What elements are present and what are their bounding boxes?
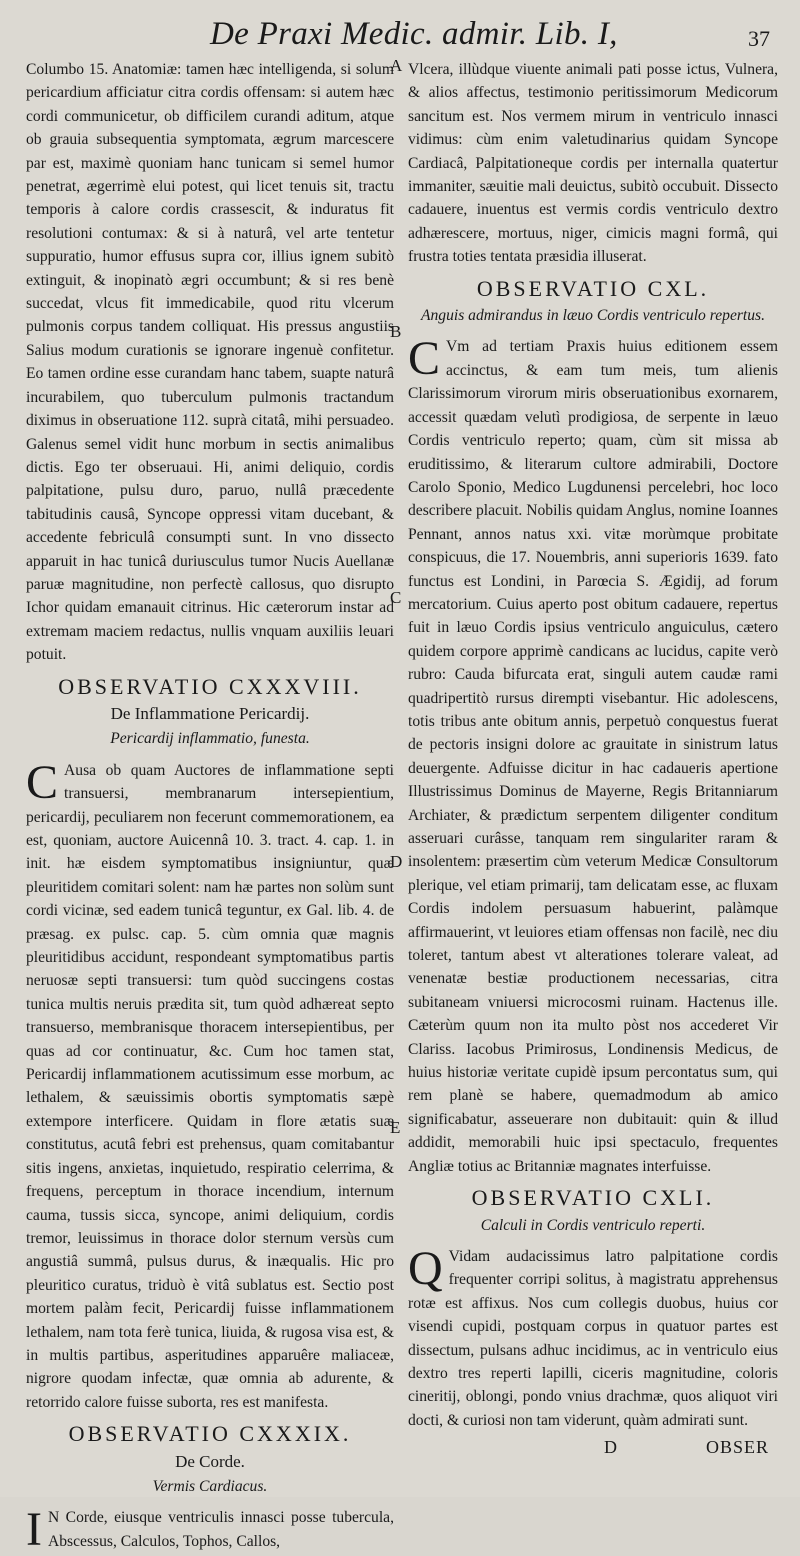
drop-cap: C — [408, 332, 441, 386]
left-column — [26, 58, 394, 1556]
margin-letter-b: B — [390, 322, 402, 341]
drop-cap: C — [26, 755, 59, 809]
observation-subtitle: Vermis Cardiacus. — [152, 1477, 268, 1495]
signature-mark: D — [604, 1437, 617, 1457]
drop-cap: Q — [408, 1241, 443, 1295]
running-head — [0, 16, 800, 56]
observation-heading: OBSERVATIO CXXXIX. — [68, 1421, 352, 1447]
observation-title: De Inflammatione Pericardij. — [110, 703, 310, 723]
paragraph: Columbo 15. Anatomiæ: tamen hæc intelligenda, si solum pericardium afficiatur citra cordis offensam: si autem hæc cordi communicetur, ob difficilem curandi aditum, atque ob grauia subsequentia symptomata, ægrum marcescere par est, maximè quoniam hanc tunicam si semel humor penetrat, ægerrimè elui potest, qui licet tenuis sit, tractu temporis à calore cordis crassescit, & induratus fit resolutioni contumax: & si à naturâ, vel arte tentetur suppuratio, humor effusus supra cor, illius ignem subitò extinguit, & inopinatò ægri occumbunt; & si res benè succedat, vlcus fit immedicabile, quod ritu vlcerum pulmonis corpus tandem colliquat. His pressus angustiis Salius modum curationis se ignorare ingenuè confitetur. Eo tamen ordine esse curandam hanc tabem, suapte naturâ incurabilem, quo tuberculum pulmonis tractandum diximus in obseruatione 112. suprà citatâ, mihi persuadeo. Galenus semel vidit hunc morbum in sectis animalibus dictis. Ego ter obseruaui. Hi, animi deliquio, cordis palpitatione, pulsu duro, paruo, nullâ præcedente tabitudinis causâ, Syncope oppressi vitam ducebant, & accedente febriculâ consumpti sunt. In vno dissecto apparuit in hac tunicâ duriusculus tumor Nucis Auellanæ paruæ magnitudine, non perfectè callosus, quo disrupto Ichor quidam emanauit citrinus. Hic cæterorum instar ad extremam maciem redactus, nullis vnquam auxiliis leuari potuit. — [26, 61, 394, 664]
observation-heading: OBSERVATIO CXLI. — [471, 1185, 715, 1211]
observation-body — [26, 755, 394, 1414]
observation-title: De Corde. — [175, 1451, 245, 1471]
right-column — [408, 58, 778, 1432]
observation-text: N Corde, eiusque ventriculis innasci posse tubercula, Abscessus, Calculos, Tophos, Callos, — [47, 1509, 394, 1550]
running-title: De Praxi Medic. admir. Lib. I, — [210, 16, 618, 52]
catchword: OBSER — [706, 1437, 770, 1457]
observation-body — [26, 1503, 394, 1556]
observation-heading: OBSERVATIO CXL. — [476, 275, 710, 301]
observation-subtitle: Anguis admirandus in læuo Cordis ventriculo repertus. — [420, 307, 766, 325]
observation-subtitle: Calculi in Cordis ventriculo reperti. — [480, 1216, 706, 1234]
margin-letter-a: A — [390, 56, 403, 75]
margin-letter-c: C — [390, 588, 402, 607]
margin-letter-e: E — [390, 1118, 401, 1137]
observation-text: Vm ad tertiam Praxis huius editionem essem accinctus, & eam tum meis, tum alienis Clarissimorum virorum miris obseruationibus exornarem, accessit quædam velutì prodigiosa, de serpente in læuo Cordis ventriculo reperto; quam, cùm sit missa ab eruditissimo, & literarum cultore admirabili, Doctore Carolo Sponio, Medico Lugdunensi percelebri, hoc loco describere placuit. Nobilis quidam Anglus, nomine Ioannes Pennant, annos natus xxi. vitæ morùmque probitate conspicuus, die 17. Nouembris, anni superioris 1639. fato functus est Londini, in Parœcia S. Ægidij, ad forum mercatorium. Cuius aperto post obitum cadauere, repertus fuit in læuo Cordis ipsius ventriculo anguiculus, cætero quidem corpore apprimè candicans ac lucidus, capite verò rubro: Cauda bifurcata erat, singuli autem caudæ rami quadripertitò rursus dirempti visebantur. Hic adolescens, totis tribus ante obitum annis, perpetuò conquestus fuerat de pectoris insigni dolore ac grauitate in sinistrum latus deuergente. Adfuisse dicitur in hac cadaueris apertione Illustrissimus Dominus de Mayerne, Regis Britanniarum Archiater, & prædictum serpentem diligenter conditum asseruari curâsse, tanquam rem singulariter raram & insolentem: præsertim cùm veterum Medicæ Consultorum plerique, vel etiam primarij, tam delicatam esse, ac fluxam Cordis indolem persuasum habuerint, palàmque affirmauerint, vt leuiores etiam offensas non facilè, nec diu toleret, tantum abest vt alterationes tolerare valeat, ad venenatæ bestiæ productionem necessarias, citra subitaneam vniuersi microcosmi ruinam. Hactenus ille. Cæterùm quum non ita multo pòst nos accederet Vir Clariss. Iacobus Primirosus, Londinensis Medicus, de huius historiæ veritate cupidè ipsum percontatus sum, qui rem planè se habere, quemadmodum ab amico significabatur, asseuerare non dubitauit: quin & illud addidit, memorabili huic ipsi spectaculo, frequentes Angliæ totius ac Britanniæ magnates interfuisse. — [408, 338, 778, 1175]
observation-heading: OBSERVATIO CXXXVIII. — [58, 673, 362, 699]
page-number: 37 — [748, 26, 770, 51]
observation-text: Ausa ob quam Auctores de inflammatione septi transuersi, membranarum intersepientium, pericardij, peculiarem non fecerunt commemorationem, ea est, quoniam, auctore Auicennâ 10. 3. tract. 4. cap. 1. in init. hæ eisdem symptomatibus insigniuntur, quæ pleuritidem comitari solent: nam hæ partes non solùm sunt cordi vicinæ, sed eadem tunicâ teguntur, ex Gal. lib. 4. de præsag. ex pulsc. cap. 5. cùm omnia quæ magnis pleuritidibus accidunt, respondeant symptomatibus partis neruosæ septi transuersi: tum quòd succingens costas tunica multis neruis prædita sit, tum quòd adhæreat septo transuerso, membranisque thoracem intersepientibus, per quas ad cor continuatur, &c. Cum hoc tamen stat, Pericardij inflammationem acutissimum esse morbum, ac lethalem, & sæuissimis obortis symptomatis sæpè extempore interficere. Quidam in flore ætatis suæ constitutus, acutâ febri est prehensus, quam comitabantur sitis ingens, anxietas, inquietudo, respiratio celerrima, & frequens, perceptum in thorace incendium, internum cauma, tussis sicca, syncope, animi deliquium, cordis tremor, leuissimus in thorace dolor sternum versùs cum angustiâ summâ, pulsus durus, & inæqualis. Hic pro pleuritico curatus, triduò è vitâ sublatus est. Sectio post mortem palàm fecit, Pericardij fuisse inflammationem lethalem, nam tota ferè tunica, liuida, & rugosa visa est, & in multis partibus, asperitudines apparuêre maliaceæ, nigrore quodam infectæ, quæ omnia ab adurente, & retorrido calore fuisse suborta, res est manifesta. — [26, 761, 394, 1411]
observation-body — [408, 1241, 778, 1432]
observation-text: Vidam audacissimus latro palpitatione cordis frequenter corripi solitus, à magistratu apprehensus rotæ est affixus. Nos cum collegis duobus, huius cor visendi cupidi, postquam corpus in quatuor partes est dissectum, pulsans adhuc incidimus, ac in ventriculo eius dextro tres reperti lapilli, ciceris magnitudine, coloris cineritij, oblongi, pondo vnius drachmæ, quos aliquot viri docti, & curiosi non tam viderunt, quàm admirati sunt. — [408, 1247, 778, 1429]
observation-body — [408, 332, 778, 1178]
margin-letter-d: D — [390, 852, 403, 871]
observation-subtitle: Pericardij inflammatio, funesta. — [110, 730, 310, 748]
paragraph: Vlcera, illùdque viuente animali pati posse ictus, Vulnera, & alios affectus, testimonio peritissimorum Medicorum sancitum est. Nos vermem mirum in ventriculo innasci vidimus: cùm enim valetudinarius quidam Syncope Cardiacâ, Palpitationeque cordis per internalla quatertur immaniter, sæuitie mali deuictus, subitò occubuit. Dissecto cadauere, inuentus est vermis cordis ventriculo dextro adhærescere, mortuus, niger, cimicis magni formâ, qui frustra toties tentata præsidia illuserat. — [408, 61, 778, 266]
drop-cap: I — [26, 1503, 42, 1556]
